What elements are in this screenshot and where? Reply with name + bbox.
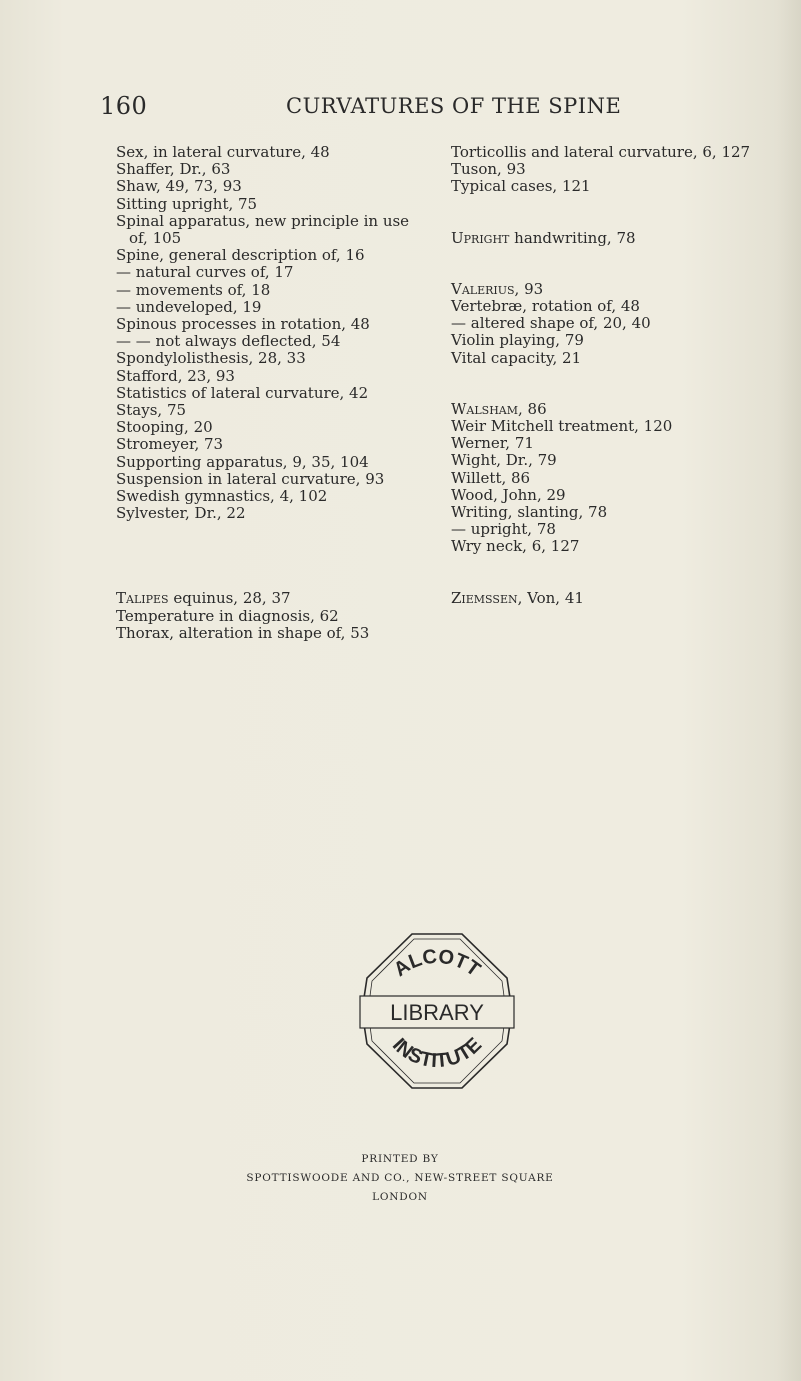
index-column-right [451, 144, 771, 607]
index-entry-rest: , 93 [514, 279, 544, 298]
page-number: 160 [100, 92, 148, 120]
index-entry: — altered shape of, 20, 40 [451, 314, 651, 333]
running-title: CURVATURES OF THE SPINE [286, 94, 622, 118]
page-header [100, 92, 720, 126]
index-entry: Stooping, 20 [116, 418, 213, 437]
index-entry: Stays, 75 [116, 401, 187, 420]
index-entry [451, 230, 771, 247]
index-entry [451, 590, 771, 607]
group-separator [451, 247, 771, 281]
stamp-top-text: ALCOTT [390, 945, 485, 982]
index-entry: Supporting apparatus, 9, 35, 104 [116, 452, 369, 471]
library-stamp [352, 926, 522, 1096]
index-entry [451, 401, 771, 418]
index-entry: Spinous processes in rotation, 48 [116, 315, 370, 334]
index-entry: Violin playing, 79 [451, 331, 584, 350]
index-entry: Wight, Dr., 79 [451, 451, 557, 470]
index-entry: Torticollis and lateral curvature, 6, 127 [451, 143, 751, 161]
imprint-printer-name: SPOTTISWOODE AND CO., NEW-STREET SQUARE [246, 1172, 554, 1184]
index-entry: Swedish gymnastics, 4, 102 [116, 487, 328, 506]
index-entry-rest: , 86 [518, 399, 547, 418]
index-entry: — upright, 78 [451, 520, 556, 539]
index-entry: Typical cases, 121 [451, 177, 591, 196]
printer-imprint [220, 1150, 580, 1207]
group-separator [451, 367, 771, 401]
index-entry: Wood, John, 29 [451, 485, 566, 504]
index-entry: Suspension in lateral curvature, 93 [116, 469, 385, 488]
index-entry-rest: , Von, 41 [517, 588, 584, 607]
index-entry: Shaw, 49, 73, 93 [116, 177, 242, 196]
index-entry: Tuson, 93 [451, 160, 526, 179]
stamp-center-text: LIBRARY [390, 1000, 484, 1025]
index-entry-rest: handwriting, 78 [509, 228, 636, 247]
index-entry [451, 281, 771, 298]
stamp-bottom-text: INSTITUTE [387, 1033, 487, 1073]
index-entry: Werner, 71 [451, 434, 534, 453]
index-entry: Spine, general description of, 16 [116, 246, 365, 265]
index-entry: — natural curves of, 17 [116, 263, 294, 282]
index-entry: Vital capacity, 21 [451, 348, 582, 367]
index-entry: Stromeyer, 73 [116, 435, 224, 454]
index-heading-word: Upright [451, 228, 510, 247]
group-separator [451, 556, 771, 590]
index-entry: Temperature in diagnosis, 62 [116, 606, 339, 625]
index-entry: — undeveloped, 19 [116, 297, 262, 316]
index-entry: Willett, 86 [451, 468, 531, 487]
index-column-left [116, 144, 426, 642]
index-entry: Thorax, alteration in shape of, 53 [116, 623, 370, 642]
index-entry: Wry neck, 6, 127 [451, 537, 580, 556]
index-entry-rest: equinus, 28, 37 [168, 589, 291, 608]
index-entry: Statistics of lateral curvature, 42 [116, 383, 369, 402]
index-entry: Shaffer, Dr., 63 [116, 160, 231, 179]
index-entry: Sitting upright, 75 [116, 194, 258, 213]
index-entry: Spinal apparatus, new principle in use of, 105 [116, 211, 410, 248]
index-heading-word: Talipes [116, 589, 169, 608]
index-heading-word: Valerius [451, 279, 515, 298]
index-entry: — movements of, 18 [116, 280, 271, 299]
index-entry: — — not always deflected, 54 [116, 332, 341, 351]
imprint-city: LONDON [372, 1191, 428, 1203]
index-heading-word: Walsham [451, 399, 519, 418]
group-separator [116, 522, 426, 590]
index-entry: Vertebræ, rotation of, 48 [451, 297, 640, 316]
index-heading-word: Ziemssen [451, 588, 518, 607]
group-separator [451, 196, 771, 230]
imprint-printed-by: PRINTED BY [361, 1153, 439, 1165]
index-entry: Spondylolisthesis, 28, 33 [116, 349, 306, 368]
index-entry: Sex, in lateral curvature, 48 [116, 143, 330, 161]
index-entry: Writing, slanting, 78 [451, 503, 608, 522]
index-entry: Weir Mitchell treatment, 120 [451, 417, 673, 436]
index-entry: Sylvester, Dr., 22 [116, 504, 246, 523]
index-entry: Stafford, 23, 93 [116, 366, 235, 385]
index-entry [116, 590, 426, 607]
